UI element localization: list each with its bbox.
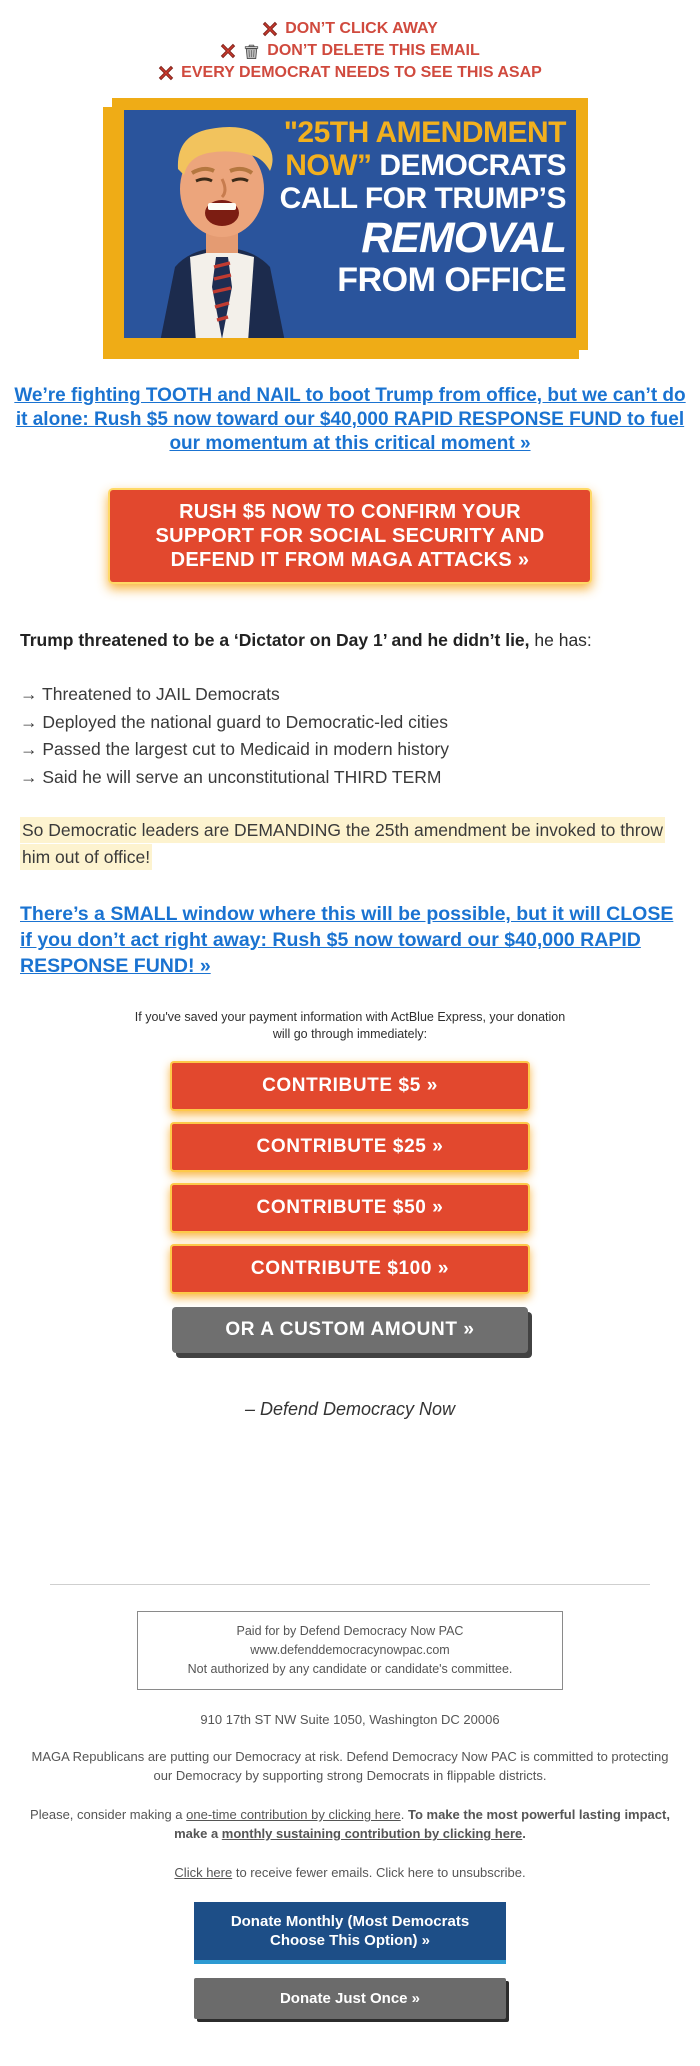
- warning-text: DON’T CLICK AWAY: [285, 20, 438, 37]
- banner-line-2: [280, 149, 566, 182]
- list-item-text: Threatened to JAIL Democrats: [42, 684, 280, 704]
- paid-for-line-1: Paid for by Defend Democracy Now PAC: [236, 1624, 464, 1638]
- highlighted-paragraph: [20, 817, 680, 871]
- banner-panel: [124, 110, 576, 338]
- highlight-text: So Democratic leaders are DEMANDING the 25th amendment be invoked to throw him out of office!: [20, 817, 665, 870]
- rush-5-cta-button[interactable]: RUSH $5 NOW TO CONFIRM YOUR SUPPORT FOR SOCIAL SECURITY AND DEFEND IT FROM MAGA ATTACKS »: [110, 490, 590, 582]
- small-window-link[interactable]: There’s a SMALL window where this will be possible, but it will CLOSE if you don’t act right away: Rush $5 now toward our $40,000 RAPID RESPONSE FUND! »: [20, 903, 674, 977]
- one-time-contribution-link[interactable]: one-time contribution by clicking here: [186, 1807, 401, 1822]
- warning-header: [0, 0, 700, 84]
- list-item-text: Deployed the national guard to Democratic-led cities: [42, 711, 449, 732]
- paid-for-line-3: Not authorized by any candidate or candidate's committee.: [187, 1662, 513, 1676]
- list-item-text: Said he will serve an unconstitutional THIRD TERM: [42, 766, 442, 787]
- actblue-note-line-2: will go through immediately:: [272, 1027, 428, 1041]
- warning-line-3: [0, 62, 700, 84]
- consider-pre: Please, consider making a: [30, 1807, 187, 1822]
- banner-removal: REMOVAL: [361, 214, 566, 262]
- warning-text: DON’T DELETE THIS EMAIL: [267, 42, 480, 59]
- banner-line-3: CALL FOR TRUMP’S: [279, 182, 566, 215]
- fewer-emails-link[interactable]: Click here: [174, 1865, 233, 1880]
- consider-paragraph: [26, 1805, 674, 1843]
- red-x-icon: [262, 21, 278, 37]
- list-item: [20, 681, 680, 709]
- contribute-button-group: [0, 1063, 700, 1353]
- banner-line-2-yellow: NOW”: [285, 149, 380, 182]
- list-item: [20, 736, 680, 764]
- donate-once-button[interactable]: Donate Just Once »: [194, 1978, 506, 2019]
- accusation-list: [20, 681, 680, 791]
- unsubscribe-text: to receive fewer emails. Click here to unsubscribe.: [232, 1865, 526, 1880]
- dictator-paragraph-bold: Trump threatened to be a ‘Dictator on Day 1’ and he didn’t lie,: [20, 630, 530, 650]
- banner-line-2-white: DEMOCRATS: [379, 149, 566, 182]
- banner-line-1: "25TH AMENDMENT: [283, 116, 566, 149]
- dictator-paragraph: [20, 628, 680, 653]
- dictator-paragraph-rest: he has:: [529, 630, 592, 650]
- actblue-note-line-1: If you've saved your payment information with ActBlue Express, your donation: [134, 1010, 566, 1024]
- list-item: [20, 709, 680, 737]
- red-x-icon: [220, 43, 236, 59]
- paid-for-disclaimer-box: [137, 1611, 563, 1690]
- signature: – Defend Democracy Now: [244, 1399, 456, 1419]
- hero-banner-image[interactable]: [112, 98, 588, 350]
- consider-bold-post: .: [522, 1826, 526, 1841]
- pac-website: www.defenddemocracynowpac.com: [250, 1643, 450, 1657]
- footer-divider: [50, 1584, 650, 1585]
- custom-amount-button[interactable]: OR A CUSTOM AMOUNT »: [172, 1307, 528, 1353]
- monthly-contribution-link[interactable]: monthly sustaining contribution by clicking here: [221, 1826, 523, 1841]
- banner-from-office: FROM OFFICE: [337, 261, 566, 300]
- contribute-100-button[interactable]: CONTRIBUTE $100 »: [172, 1246, 528, 1292]
- arrow-icon: →: [20, 684, 38, 704]
- arrow-icon: →: [20, 711, 38, 732]
- contribute-50-button[interactable]: CONTRIBUTE $50 »: [172, 1185, 528, 1231]
- mailing-address: 910 17th ST NW Suite 1050, Washington DC 20006: [200, 1712, 500, 1727]
- banner-headline: [280, 116, 566, 300]
- arrow-icon: →: [20, 766, 38, 787]
- trash-icon: [243, 43, 260, 60]
- donate-monthly-button[interactable]: Donate Monthly (Most Democrats Choose This Option) »: [194, 1902, 506, 1964]
- arrow-icon: →: [20, 739, 38, 759]
- list-item-text: Passed the largest cut to Medicaid in modern history: [42, 739, 449, 759]
- red-x-icon: [158, 65, 174, 81]
- list-item: [20, 764, 680, 792]
- contribute-5-button[interactable]: CONTRIBUTE $5 »: [172, 1063, 528, 1109]
- warning-line-2: [0, 40, 700, 62]
- rapid-response-fund-link[interactable]: We’re fighting TOOTH and NAIL to boot Trump from office, but we can’t do it alone: Rush $5 now toward our $40,000 RAPID RESPONSE FUND to fuel our momentum at this critical moment »: [14, 385, 686, 454]
- actblue-note: [115, 1009, 585, 1043]
- consider-mid: .: [400, 1807, 408, 1822]
- consider-bold-pre: To make the most powerful lasting impact, make a: [174, 1807, 670, 1841]
- warning-text: EVERY DEMOCRAT NEEDS TO SEE THIS ASAP: [181, 64, 542, 81]
- warning-line-1: [0, 18, 700, 40]
- banner-gold-frame: [112, 98, 588, 350]
- about-pac-paragraph: MAGA Republicans are putting our Democracy at risk. Defend Democracy Now PAC is committed to protecting our Democracy by supporting strong Democrats in flippable districts.: [31, 1749, 669, 1783]
- contribute-25-button[interactable]: CONTRIBUTE $25 »: [172, 1124, 528, 1170]
- email-preferences-line: [26, 1863, 674, 1882]
